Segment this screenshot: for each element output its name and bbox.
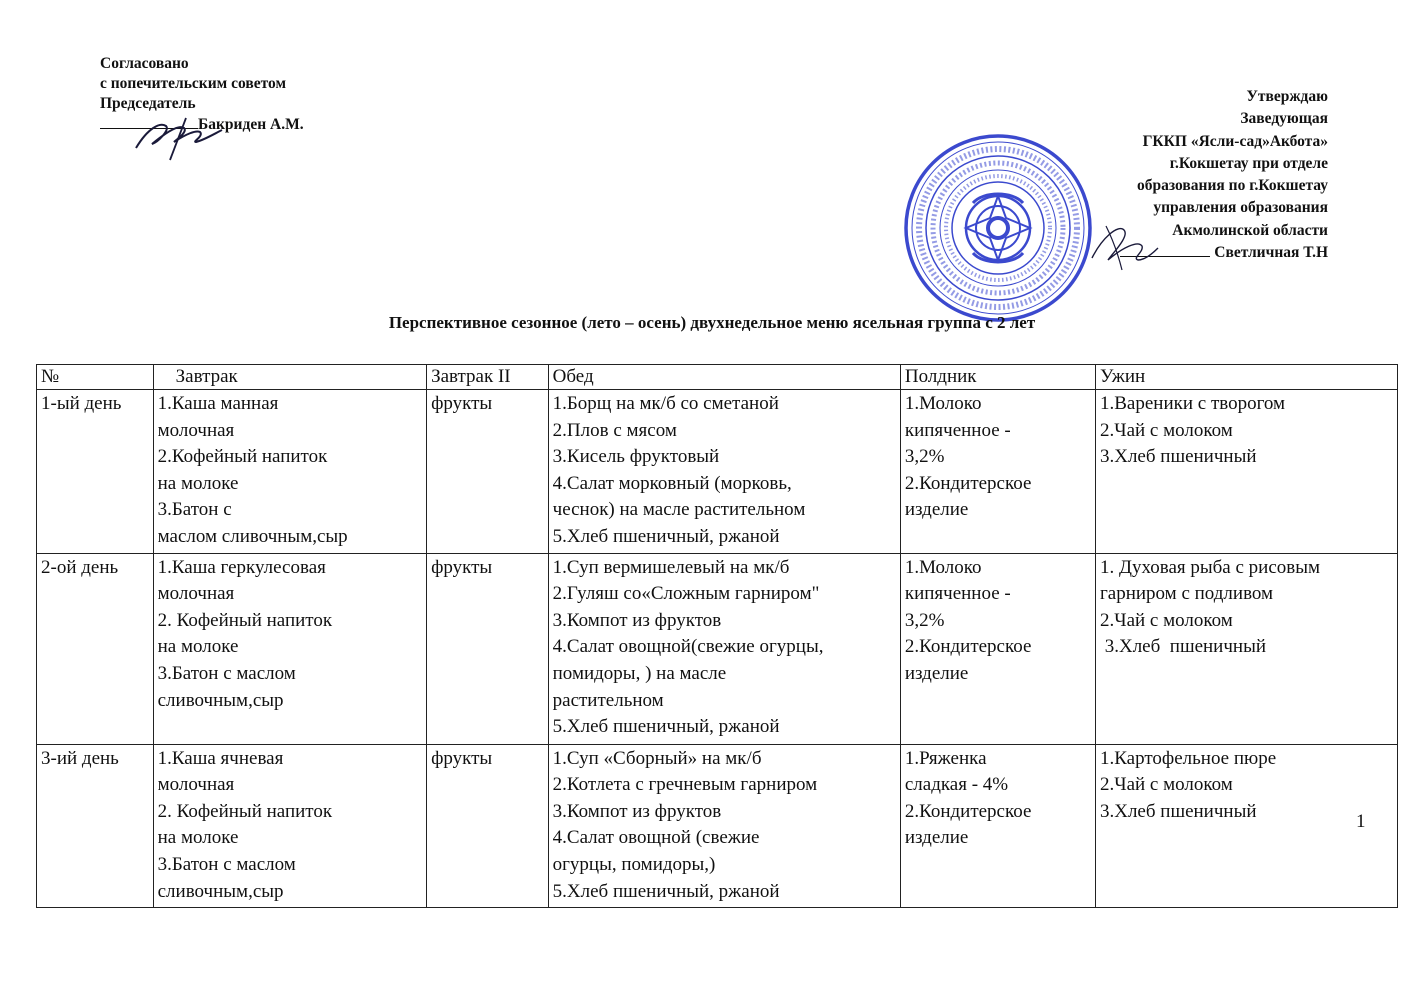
chairman-name: Бакриден А.М. xyxy=(198,116,304,133)
list-item: 1.Каша ячневая xyxy=(157,747,284,769)
list-item: 1. Духовая рыба с рисовым xyxy=(1099,556,1321,578)
list-item: 1.Борщ на мк/б со сметаной xyxy=(552,393,779,414)
list-item: 2.Кофейный напиток xyxy=(157,446,328,468)
breakfast-cell xyxy=(153,553,426,744)
list-item: 3,2% xyxy=(904,446,945,468)
list-item: 2.Чай с молоком xyxy=(1099,609,1233,631)
list-item: 3.Кисель фруктовый xyxy=(552,446,720,468)
list-item: 2.Гуляш со«Сложным гарниром" xyxy=(552,583,820,605)
list-item: 5.Хлеб пшеничный, ржаной xyxy=(552,525,780,547)
second-breakfast-cell: фрукты xyxy=(427,390,549,554)
list-item: 1.Каша геркулесовая xyxy=(157,556,326,578)
list-item: 2.Котлета с гречневым гарниром xyxy=(552,774,818,796)
list-item: молочная xyxy=(157,774,235,796)
list-item: помидоры, ) на масле xyxy=(552,662,727,684)
table-row xyxy=(37,553,1398,744)
list-item: гарниром с подливом xyxy=(1099,583,1274,605)
lunch-cell xyxy=(548,744,900,908)
breakfast-cell xyxy=(153,744,426,908)
list-item: 3.Компот из фруктов xyxy=(552,609,722,631)
list-item: кипяченное - xyxy=(904,419,1011,441)
list-item: 2.Чай с молоком xyxy=(1099,774,1233,796)
col-header-breakfast: Завтрак xyxy=(153,365,426,390)
list-item: 2. Кофейный напиток xyxy=(157,800,333,822)
list-item: 4.Салат овощной (свежие xyxy=(552,827,760,849)
list-item: 3.Батон с xyxy=(157,499,232,521)
list-item: 3.Хлеб пшеничный xyxy=(1099,446,1257,468)
director-signature-icon xyxy=(1082,218,1162,278)
approve-line-2: Заведующая xyxy=(1240,110,1328,128)
list-item: 1.Картофельное пюре xyxy=(1099,747,1277,769)
list-item: сладкая - 4% xyxy=(904,774,1009,796)
list-item: на молоке xyxy=(157,827,239,849)
list-item: 3,2% xyxy=(904,609,945,631)
list-item: изделие xyxy=(904,662,969,684)
snack-cell xyxy=(900,553,1095,744)
council-label: с попечительским советом xyxy=(100,75,287,92)
list-item: маслом сливочным,сыр xyxy=(157,525,348,547)
table-header-row xyxy=(37,365,1398,390)
menu-table xyxy=(36,364,1398,908)
approve-line-4: г.Кокшетау при отделе xyxy=(1169,154,1328,172)
dinner-cell xyxy=(1095,553,1397,744)
approve-line-3: ГККП «Ясли-сад»Акбота» xyxy=(1142,132,1328,150)
dinner-cell xyxy=(1095,744,1397,908)
day-cell: 2-ой день xyxy=(37,553,154,744)
snack-cell xyxy=(900,390,1095,554)
list-item: 3.Хлеб пшеничный xyxy=(1099,636,1267,658)
director-name: Светличная Т.Н xyxy=(1214,244,1328,262)
list-item: 3.Хлеб пшеничный xyxy=(1099,800,1257,822)
list-item: 4.Салат морковный (морковь, xyxy=(552,472,792,494)
chairman-label: Председатель xyxy=(100,95,196,112)
agreed-label: Согласовано xyxy=(100,55,189,72)
col-header-dinner: Ужин xyxy=(1095,365,1397,390)
list-item: 1.Каша манная xyxy=(157,393,279,414)
list-item: сливочным,сыр xyxy=(157,689,284,711)
list-item: 3.Компот из фруктов xyxy=(552,800,722,822)
breakfast-cell xyxy=(153,390,426,554)
list-item: 1.Суп вермишелевый на мк/б xyxy=(552,556,790,578)
list-item: 2.Кондитерское xyxy=(904,472,1032,494)
list-item: 3.Батон с маслом xyxy=(157,853,296,875)
day-cell: 1-ый день xyxy=(37,390,154,554)
list-item: 5.Хлеб пшеничный, ржаной xyxy=(552,716,780,738)
list-item: 2. Кофейный напиток xyxy=(157,609,333,631)
table-row xyxy=(37,390,1398,554)
list-item: 2.Кондитерское xyxy=(904,636,1032,658)
list-item: молочная xyxy=(157,583,235,605)
table-row xyxy=(37,744,1398,908)
second-breakfast-cell: фрукты xyxy=(427,744,549,908)
second-breakfast-cell: фрукты xyxy=(427,553,549,744)
approve-line-1: Утверждаю xyxy=(1246,88,1328,105)
list-item: на молоке xyxy=(157,472,239,494)
list-item: растительном xyxy=(552,689,664,711)
list-item: 2.Кондитерское xyxy=(904,800,1032,822)
list-item: 1.Ряженка xyxy=(904,747,987,769)
list-item: 2.Чай с молоком xyxy=(1099,419,1233,441)
dinner-cell xyxy=(1095,390,1397,554)
lunch-cell xyxy=(548,553,900,744)
list-item: изделие xyxy=(904,827,969,849)
list-item: 2.Плов с мясом xyxy=(552,419,677,441)
page-number: 1 xyxy=(1356,811,1366,832)
official-seal-icon xyxy=(903,133,1093,323)
col-header-number: № xyxy=(37,365,154,390)
list-item: молочная xyxy=(157,419,235,441)
list-item: на молоке xyxy=(157,636,239,658)
lunch-cell xyxy=(548,390,900,554)
approve-line-5: образования по г.Кокшетау xyxy=(1137,177,1328,195)
approve-line-6: управления образования xyxy=(1153,199,1328,217)
col-header-second-breakfast: Завтрак II xyxy=(427,365,549,390)
document-title: Перспективное сезонное (лето – осень) двухнедельное меню ясельная группа с 2 лет xyxy=(388,313,1036,332)
list-item: 1.Суп «Сборный» на мк/б xyxy=(552,747,762,769)
col-header-lunch: Обед xyxy=(548,365,900,390)
list-item: 4.Салат овощной(свежие огурцы, xyxy=(552,636,824,658)
snack-cell xyxy=(900,744,1095,908)
list-item: чеснок) на масле растительном xyxy=(552,499,806,521)
list-item: 1.Молоко xyxy=(904,393,982,414)
chairman-signature-icon xyxy=(130,114,240,164)
list-item: огурцы, помидоры,) xyxy=(552,853,716,875)
day-cell: 3-ий день xyxy=(37,744,154,908)
list-item: 5.Хлеб пшеничный, ржаной xyxy=(552,880,780,902)
approve-line-7: Акмолинской области xyxy=(1172,221,1328,239)
list-item: кипяченное - xyxy=(904,583,1011,605)
list-item: 3.Батон с маслом xyxy=(157,662,296,684)
list-item: 1.Молоко xyxy=(904,556,982,578)
list-item: изделие xyxy=(904,499,969,521)
list-item: сливочным,сыр xyxy=(157,880,284,902)
list-item: 1.Вареники с творогом xyxy=(1099,393,1286,414)
col-header-snack: Полдник xyxy=(900,365,1095,390)
